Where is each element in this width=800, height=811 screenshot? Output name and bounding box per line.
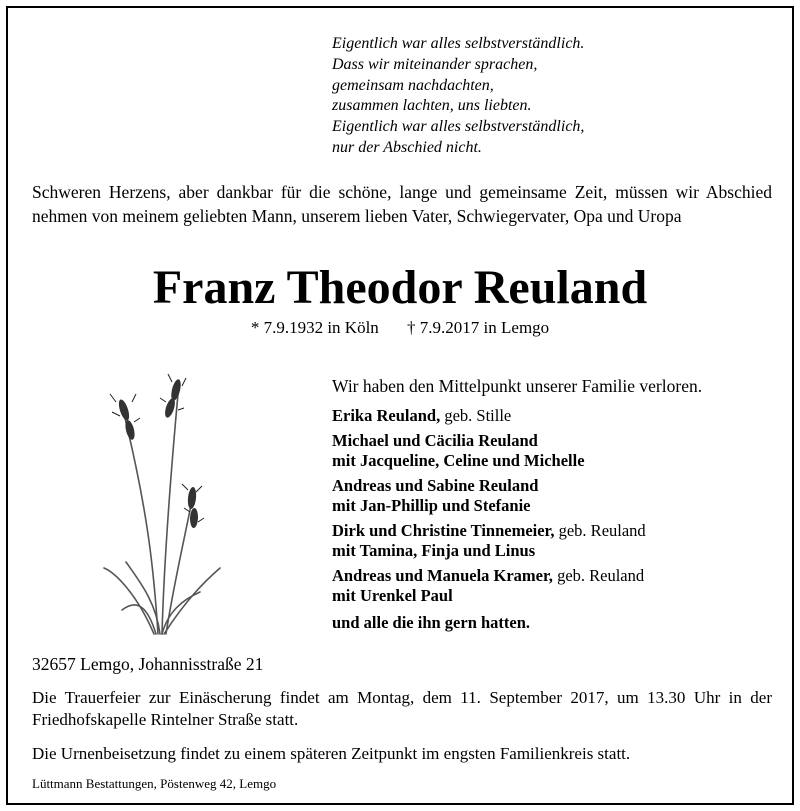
mourner-children: mit Tamina, Finja und Linus xyxy=(332,541,536,560)
poem-line: Eigentlich war alles selbstverständlich, xyxy=(332,118,585,136)
wheat-stalks-icon xyxy=(96,372,236,642)
list-item xyxy=(332,476,782,517)
mourner-name: Dirk und Christine Tinnemeier, xyxy=(332,520,555,540)
death-date: † 7.9.2017 in Lemgo xyxy=(407,318,550,337)
mourner-children: mit Urenkel Paul xyxy=(332,586,453,605)
birth-date: * 7.9.1932 in Köln xyxy=(250,318,379,337)
address: 32657 Lemgo, Johannisstraße 21 xyxy=(32,654,264,674)
list-item xyxy=(332,406,782,427)
mourner-name: Andreas und Manuela Kramer, xyxy=(332,565,553,585)
list-item xyxy=(332,431,782,472)
list-item xyxy=(332,521,782,562)
closing-line: und alle die ihn gern hatten. xyxy=(332,612,531,632)
mourner-suffix: geb. Reuland xyxy=(554,520,646,540)
poem-line: gemeinsam nachdachten, xyxy=(332,76,494,94)
mourner-suffix: geb. Stille xyxy=(440,406,512,425)
urn-info: Die Urnenbeisetzung findet zu einem späteren Zeitpunkt im engsten Familienkreis statt. xyxy=(32,744,631,763)
mourner-suffix: geb. Reuland xyxy=(552,565,645,585)
life-dates xyxy=(8,317,792,339)
mourner-name: Michael und Cäcilia Reuland xyxy=(332,430,538,450)
poem-line: Dass wir miteinander sprachen, xyxy=(332,55,538,73)
family-list xyxy=(332,406,782,633)
mourner-name: Erika Reuland, xyxy=(332,406,441,425)
undertaker-info: Lüttmann Bestattungen, Pöstenweg 42, Lemgo xyxy=(32,776,277,791)
mourner-name: Andreas und Sabine Reuland xyxy=(332,475,539,495)
obituary-notice xyxy=(6,6,794,805)
service-info: Die Trauerfeier zur Einäscherung findet am Montag, dem 11. September 2017, um 13.30 Uhr in der Friedhofskapelle Rintelner Straße statt. xyxy=(32,688,772,729)
mourner-children: mit Jacqueline, Celine und Michelle xyxy=(332,451,585,470)
poem xyxy=(332,34,752,159)
poem-line: nur der Abschied nicht. xyxy=(332,138,482,156)
lost-line: Wir haben den Mittelpunkt unserer Familie verloren. xyxy=(332,376,703,396)
poem-line: Eigentlich war alles selbstverständlich. xyxy=(332,35,585,52)
deceased-name: Franz Theodor Reuland xyxy=(152,261,648,314)
intro-text: Schweren Herzens, aber dankbar für die schöne, lange und gemeinsame Zeit, müssen wir Abschied nehmen von meinem geliebten Mann, unserem lieben Vater, Schwiegervater, Opa und Uropa xyxy=(32,182,772,226)
list-item xyxy=(332,566,782,607)
mourner-children: mit Jan-Phillip und Stefanie xyxy=(332,496,531,515)
poem-line: zusammen lachten, uns liebten. xyxy=(332,97,532,115)
